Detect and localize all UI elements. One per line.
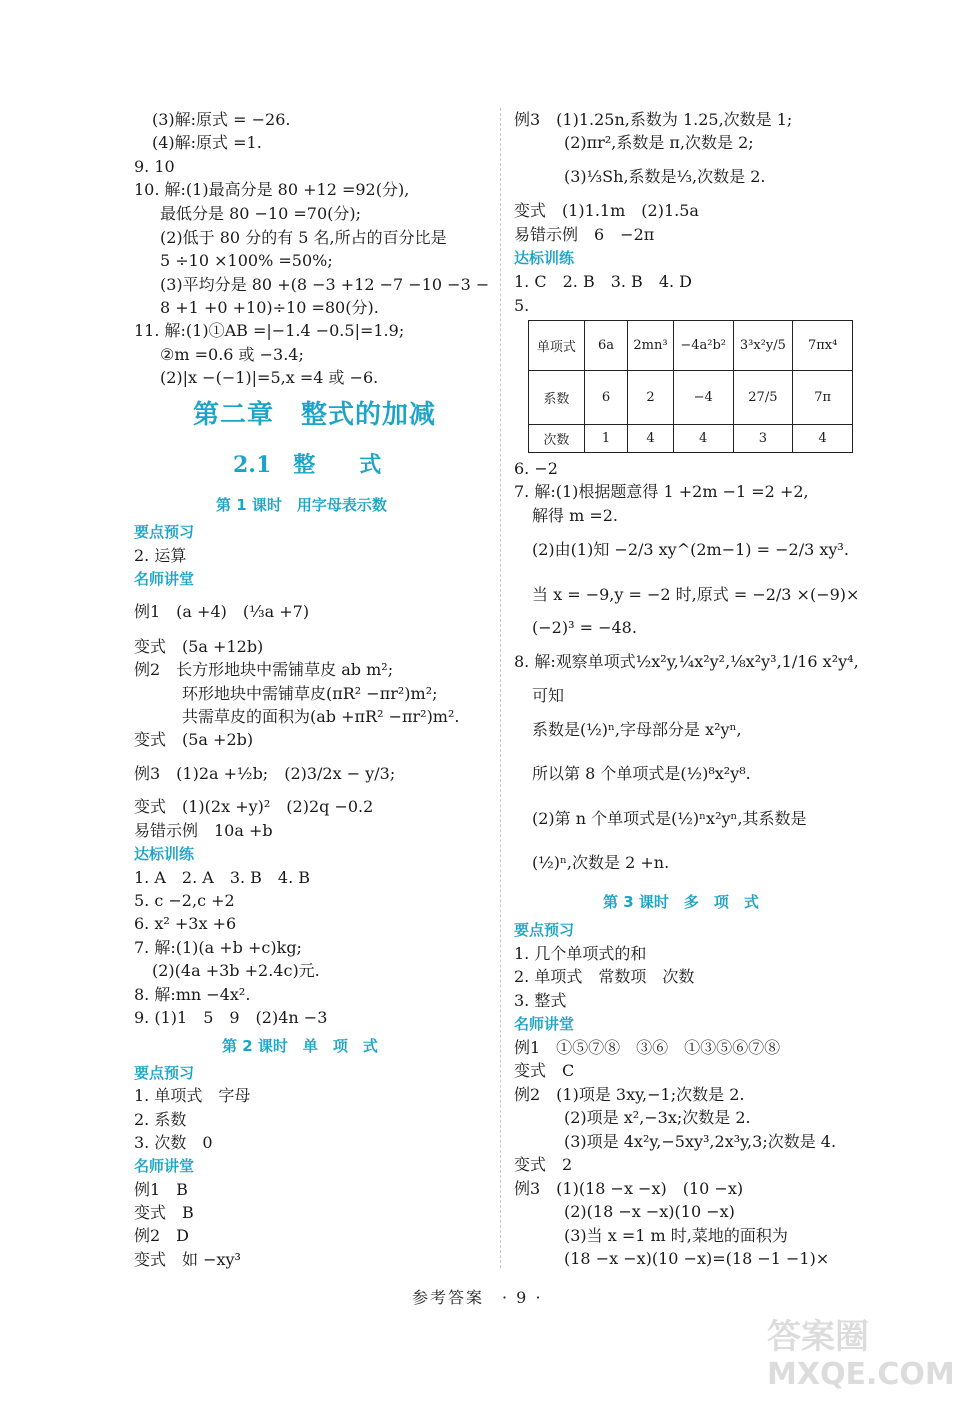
answer-line: 例1 ①⑤⑦⑧ ③⑥ ①③⑤⑥⑦⑧ xyxy=(514,1038,781,1057)
table-cell: 6 xyxy=(584,371,628,425)
answer-line: 变式 (5a +2b) xyxy=(134,730,254,749)
answer-line: 例2 (1)项是 3xy,−1;次数是 2. xyxy=(514,1085,745,1104)
answer-line: 5 ÷10 ×100% =50%; xyxy=(160,251,333,270)
answer-line: 环形地块中需铺草皮(πR² −πr²)m²; xyxy=(182,684,438,703)
answer-line: 10. 解:(1)最高分是 80 +12 =92(分), xyxy=(134,180,410,199)
table-cell: 系数 xyxy=(529,371,585,425)
table-row xyxy=(529,425,853,453)
section-heading: 名师讲堂 xyxy=(134,1157,195,1175)
answer-line: (½)ⁿ,次数是 2 +n. xyxy=(532,853,670,872)
lesson-title: 第 1 课时 用字母表示数 xyxy=(216,496,387,514)
lesson-title: 第 2 课时 单 项 式 xyxy=(222,1037,378,1055)
section-heading: 要点预习 xyxy=(134,1064,195,1082)
answer-line: 例1 B xyxy=(134,1180,188,1199)
watermark-logo xyxy=(757,1310,957,1390)
section-heading: 要点预习 xyxy=(134,523,195,541)
answer-line: 所以第 8 个单项式是(½)⁸x²y⁸. xyxy=(532,764,751,783)
answer-line: ②m =0.6 或 −3.4; xyxy=(160,345,304,364)
answer-line: 易错示例 10a +b xyxy=(134,821,273,840)
answer-line: 系数是(½)ⁿ,字母部分是 x²yⁿ, xyxy=(532,720,742,739)
answer-line: 9. (1)1 5 9 (2)4n −3 xyxy=(134,1008,328,1027)
answer-line: 1. 单项式 字母 xyxy=(134,1086,251,1105)
table-cell: −4 xyxy=(673,371,733,425)
answer-line: 6. x² +3x +6 xyxy=(134,914,237,933)
answer-line: 2. 系数 xyxy=(134,1110,187,1129)
answer-line: (2)低于 80 分的有 5 名,所占的百分比是 xyxy=(160,228,447,247)
chapter-title: 第二章 整式的加减 xyxy=(193,400,437,430)
answer-line: 5. c −2,c +2 xyxy=(134,891,235,910)
answer-line: 例3 (1)2a +½b; (2)3/2x − y/3; xyxy=(134,764,396,783)
table-cell: 7π xyxy=(793,371,853,425)
answer-line: (−2)³ = −48. xyxy=(532,618,637,637)
table-cell: 4 xyxy=(628,425,674,453)
answer-line: 例1 (a +4) (⅓a +7) xyxy=(134,602,310,621)
section-heading: 达标训练 xyxy=(134,845,195,863)
table-cell: 2mn³ xyxy=(628,321,674,371)
answer-line: (3)平均分是 80 +(8 −3 +12 −7 −10 −3 − xyxy=(160,275,490,294)
table-cell: 次数 xyxy=(529,425,585,453)
answer-line: 2. 运算 xyxy=(134,546,187,565)
answer-line: 7. 解:(1)根据题意得 1 +2m −1 =2 +2, xyxy=(514,482,809,501)
answer-line: 7. 解:(1)(a +b +c)kg; xyxy=(134,938,302,957)
answer-line: 11. 解:(1)①AB =|−1.4 −0.5|=1.9; xyxy=(134,321,405,340)
answer-line: (3)解:原式 = −26. xyxy=(152,110,291,129)
answer-line: (2)πr²,系数是 π,次数是 2; xyxy=(564,133,754,152)
lesson-title: 第 3 课时 多 项 式 xyxy=(603,893,759,911)
answer-line: 变式 C xyxy=(514,1061,575,1080)
answer-line: 8 +1 +0 +10)÷10 =80(分). xyxy=(160,298,379,317)
answer-line: (2)(18 −x −x)(10 −x) xyxy=(564,1202,735,1221)
answer-line: 例2 长方形地块中需铺草皮 ab m²; xyxy=(134,660,394,679)
answer-line: 1. A 2. A 3. B 4. B xyxy=(134,868,311,887)
answer-line: 5. xyxy=(514,296,530,315)
answer-line: 9. 10 xyxy=(134,157,175,176)
table-row xyxy=(529,321,853,371)
answer-line: 当 x = −9,y = −2 时,原式 = −2/3 ×(−9)× xyxy=(532,585,860,604)
answer-line: (3)项是 4x²y,−5xy³,2x³y,3;次数是 4. xyxy=(564,1132,837,1151)
section-heading: 名师讲堂 xyxy=(134,570,195,588)
answer-line: 变式 如 −xy³ xyxy=(134,1250,241,1269)
answer-line: 1. 几个单项式的和 xyxy=(514,944,647,963)
answer-line: 变式 (1)1.1m (2)1.5a xyxy=(514,201,699,220)
answer-line: (2)项是 x²,−3x;次数是 2. xyxy=(564,1108,751,1127)
section-heading: 达标训练 xyxy=(514,249,575,267)
answer-line: (2)(4a +3b +2.4c)元. xyxy=(152,961,320,980)
answer-line: 6. −2 xyxy=(514,459,558,478)
answer-line: 变式 2 xyxy=(514,1155,573,1174)
table-cell: 6a xyxy=(584,321,628,371)
answer-line: 2. 单项式 常数项 次数 xyxy=(514,967,695,986)
answer-line: 解得 m =2. xyxy=(532,506,619,525)
answer-line: (18 −x −x)(10 −x)=(18 −1 −1)× xyxy=(564,1249,830,1268)
table-cell: 3³x²y/5 xyxy=(733,321,793,371)
answer-line: 可知 xyxy=(532,686,565,705)
answer-line: 例2 D xyxy=(134,1226,190,1245)
table-cell: 1 xyxy=(584,425,628,453)
svg-text:MXQE.COM: MXQE.COM xyxy=(767,1357,955,1390)
section-title: 2.1 整 式 xyxy=(233,452,382,478)
answer-line: 最低分是 80 −10 =70(分); xyxy=(160,204,362,223)
answer-line: (2)第 n 个单项式是(½)ⁿx²yⁿ,其系数是 xyxy=(532,809,807,828)
answer-line: 变式 (5a +12b) xyxy=(134,637,264,656)
table-cell: 7πx⁴ xyxy=(793,321,853,371)
answer-line: (2)|x −(−1)|=5,x =4 或 −6. xyxy=(160,368,379,387)
answer-line: (3)⅓Sh,系数是⅓,次数是 2. xyxy=(564,167,766,186)
answer-line: 变式 B xyxy=(134,1203,194,1222)
page-footer: 参考答案 · 9 · xyxy=(412,1288,543,1307)
table-cell: 3 xyxy=(733,425,793,453)
table-cell: −4a²b² xyxy=(673,321,733,371)
table-cell: 4 xyxy=(673,425,733,453)
answer-line: 共需草皮的面积为(ab +πR² −πr²)m². xyxy=(182,707,460,726)
answer-line: 易错示例 6 −2π xyxy=(514,225,655,244)
section-heading: 要点预习 xyxy=(514,921,575,939)
answer-line: 例3 (1)1.25n,系数为 1.25,次数是 1; xyxy=(514,110,793,129)
answer-line: 3. 整式 xyxy=(514,991,567,1010)
svg-text:答案圈: 答案圈 xyxy=(767,1317,869,1357)
answer-line: 8. 解:观察单项式½x²y,¼x²y²,⅛x²y³,1/16 x²y⁴, xyxy=(514,652,859,671)
table-cell: 4 xyxy=(793,425,853,453)
monomial-table xyxy=(528,320,853,453)
answer-line: (2)由(1)知 −2/3 xy^(2m−1) = −2/3 xy³. xyxy=(532,540,849,559)
answer-line: 1. C 2. B 3. B 4. D xyxy=(514,272,692,291)
answer-line: 8. 解:mn −4x². xyxy=(134,985,251,1004)
column-divider xyxy=(500,108,501,1268)
table-row xyxy=(529,371,853,425)
table-cell: 2 xyxy=(628,371,674,425)
answer-line: 例3 (1)(18 −x −x) (10 −x) xyxy=(514,1179,744,1198)
answer-line: (3)当 x =1 m 时,菜地的面积为 xyxy=(564,1226,788,1245)
answer-line: (4)解:原式 =1. xyxy=(152,133,262,152)
table-cell: 单项式 xyxy=(529,321,585,371)
answer-line: 变式 (1)(2x +y)² (2)2q −0.2 xyxy=(134,797,374,816)
table-cell: 27/5 xyxy=(733,371,793,425)
section-heading: 名师讲堂 xyxy=(514,1015,575,1033)
answer-line: 3. 次数 0 xyxy=(134,1133,213,1152)
